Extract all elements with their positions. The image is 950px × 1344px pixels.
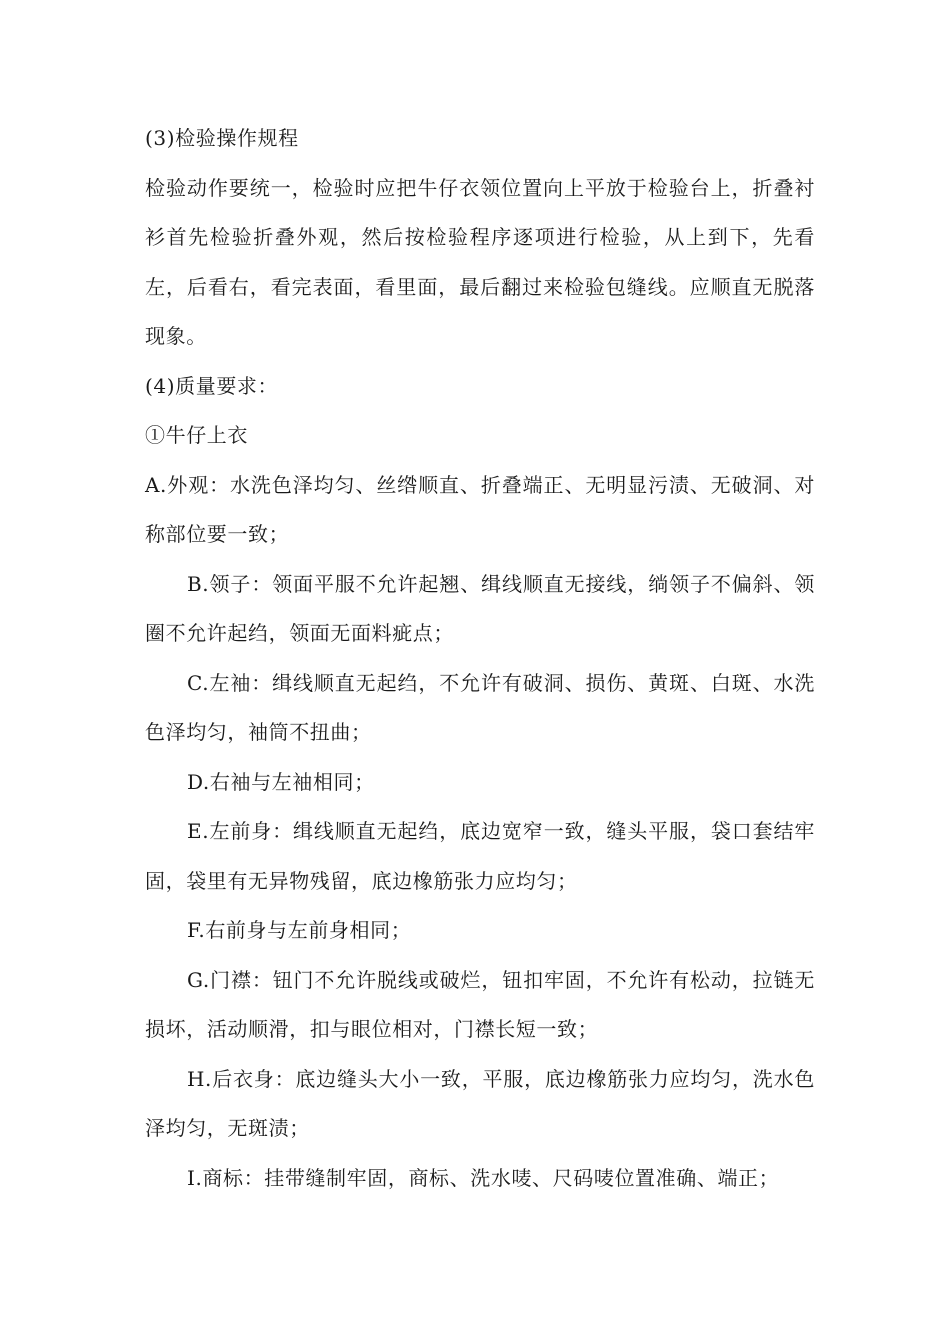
item-appearance: A.外观：水洗色泽均匀、丝绺顺直、折叠端正、无明显污渍、无破洞、对称部位要一致； <box>145 472 815 546</box>
section-heading-quality-requirements: (4)质量要求： <box>145 373 279 398</box>
document-body <box>145 114 815 1203</box>
item-labels: I.商标：挂带缝制牢固，商标、洗水唛、尺码唛位置准确、端正； <box>187 1165 780 1190</box>
item-left-front: E.左前身：缉线顺直无起绉，底边宽窄一致，缝头平服，袋口套结牢固，袋里有无异物残留，底边橡筋张力应均匀； <box>145 819 815 893</box>
item-back-body: H.后衣身：底边缝头大小一致，平服，底边橡筋张力应均匀，洗水色泽均匀，无斑渍； <box>145 1066 815 1140</box>
item-right-sleeve: D.右袖与左袖相同； <box>187 769 375 794</box>
item-left-sleeve: C.左袖：缉线顺直无起绉，不允许有破洞、损伤、黄斑、白斑、水洗色泽均匀，袖筒不扭曲； <box>145 670 815 744</box>
subheading-denim-jacket: ①牛仔上衣 <box>145 423 248 447</box>
item-placket: G.门襟：钮门不允许脱线或破烂，钮扣牢固，不允许有松动，拉链无损坏，活动顺滑，扣与眼位相对，门襟长短一致； <box>145 967 815 1041</box>
item-right-front: F.右前身与左前身相同； <box>187 918 412 942</box>
section-heading-inspection-procedure: (3)检验操作规程 <box>145 126 299 150</box>
item-collar: B.领子：领面平服不允许起翘、缉线顺直无接线，绱领子不偏斜、领圈不允许起绉，领面无面料疵点； <box>145 571 815 645</box>
paragraph-inspection-procedure: 检验动作要统一，检验时应把牛仔衣领位置向上平放于检验台上，折叠衬衫首先检验折叠外观，然后按检验程序逐项进行检验，从上到下，先看左，后看右，看完表面，看里面，最后翻过来检验包缝线。应顺直无脱落现象。 <box>145 175 815 348</box>
